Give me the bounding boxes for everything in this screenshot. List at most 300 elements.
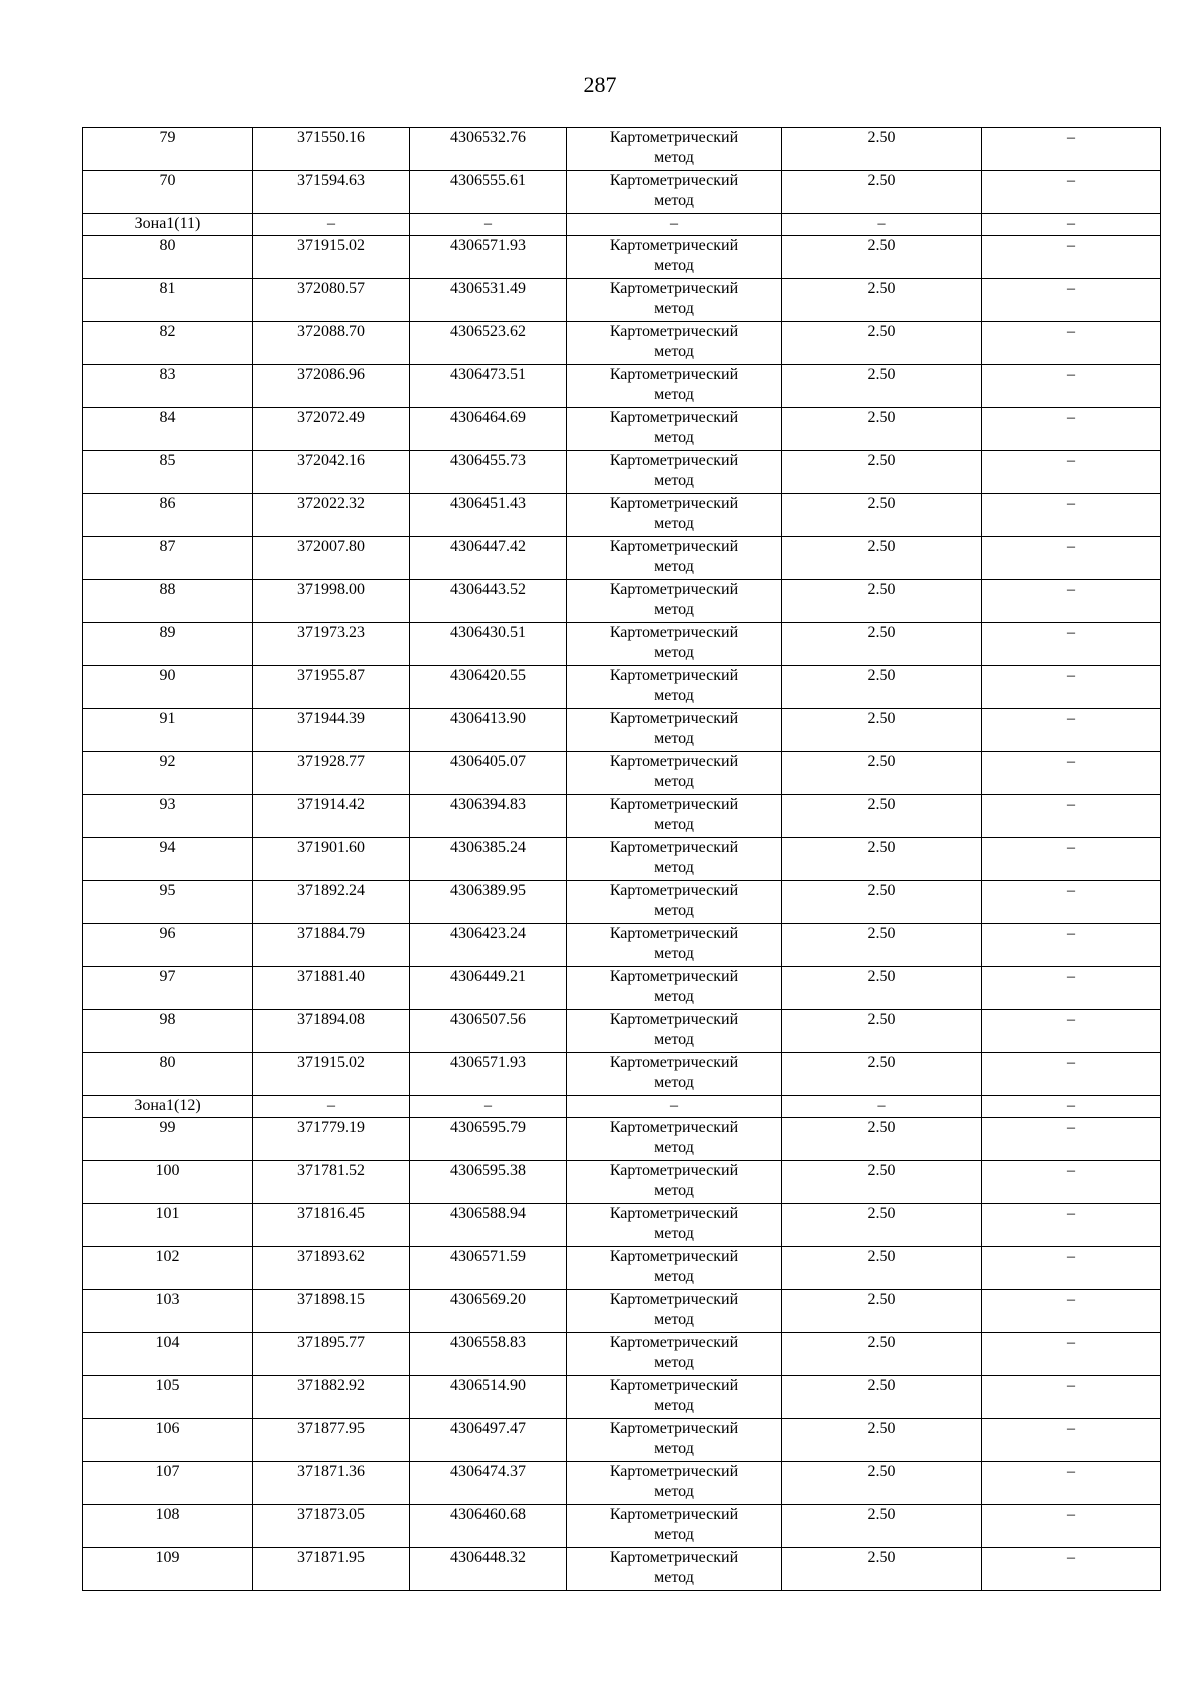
description: – xyxy=(982,924,1161,967)
coordinate-x: 372007.80 xyxy=(253,537,410,580)
method-line-1: Картометрический xyxy=(609,839,739,856)
accuracy: 2.50 xyxy=(782,494,982,537)
coordinate-y: 4306423.24 xyxy=(410,924,567,967)
method-cell xyxy=(567,322,782,365)
description: – xyxy=(982,580,1161,623)
coordinate-x: 371944.39 xyxy=(253,709,410,752)
table-row xyxy=(83,580,1161,623)
description: – xyxy=(982,623,1161,666)
accuracy: 2.50 xyxy=(782,1247,982,1290)
table-row xyxy=(83,795,1161,838)
description: – xyxy=(982,1053,1161,1096)
coordinate-x: 371892.24 xyxy=(253,881,410,924)
method-cell xyxy=(567,752,782,795)
description: – xyxy=(982,494,1161,537)
accuracy: 2.50 xyxy=(782,709,982,752)
description: – xyxy=(982,709,1161,752)
coordinate-y: 4306405.07 xyxy=(410,752,567,795)
point-number: 107 xyxy=(83,1462,253,1505)
method-line-1: Картометрический xyxy=(609,1549,739,1566)
accuracy: 2.50 xyxy=(782,1053,982,1096)
point-number: 93 xyxy=(83,795,253,838)
method-line-1: Картометрический xyxy=(609,1119,739,1136)
coordinate-y: 4306443.52 xyxy=(410,580,567,623)
coordinate-x: 371871.36 xyxy=(253,1462,410,1505)
coordinate-x: 371882.92 xyxy=(253,1376,410,1419)
method-cell xyxy=(567,1053,782,1096)
description: – xyxy=(982,1333,1161,1376)
table-row xyxy=(83,1010,1161,1053)
coordinate-x: 371895.77 xyxy=(253,1333,410,1376)
description: – xyxy=(982,795,1161,838)
method-line-1: Картометрический xyxy=(609,323,739,340)
method-line-2: метод xyxy=(654,730,694,747)
table-row xyxy=(83,128,1161,171)
method-line-2: метод xyxy=(654,816,694,833)
coordinate-x: 371816.45 xyxy=(253,1204,410,1247)
method-line-1: Картометрический xyxy=(609,1054,739,1071)
method-cell xyxy=(567,214,782,236)
accuracy: 2.50 xyxy=(782,1333,982,1376)
accuracy: 2.50 xyxy=(782,408,982,451)
coordinate-y: 4306595.38 xyxy=(410,1161,567,1204)
accuracy: 2.50 xyxy=(782,881,982,924)
method-line-2: метод xyxy=(654,429,694,446)
coordinate-x: 371550.16 xyxy=(253,128,410,171)
coordinate-x: 372022.32 xyxy=(253,494,410,537)
method-line-2: метод xyxy=(654,1139,694,1156)
coordinate-y: 4306449.21 xyxy=(410,967,567,1010)
method-cell xyxy=(567,709,782,752)
method-cell xyxy=(567,1096,782,1118)
point-number: 86 xyxy=(83,494,253,537)
table-row xyxy=(83,171,1161,214)
coordinate-x: 371915.02 xyxy=(253,236,410,279)
method-cell xyxy=(567,1204,782,1247)
description: – xyxy=(982,838,1161,881)
point-number: 80 xyxy=(83,236,253,279)
coordinate-x: 371894.08 xyxy=(253,1010,410,1053)
coordinate-y: 4306569.20 xyxy=(410,1290,567,1333)
method-line-2: метод xyxy=(654,1225,694,1242)
coordinate-x: 371955.87 xyxy=(253,666,410,709)
point-number: 106 xyxy=(83,1419,253,1462)
point-number: 98 xyxy=(83,1010,253,1053)
table-row xyxy=(83,1204,1161,1247)
coordinate-y: 4306460.68 xyxy=(410,1505,567,1548)
method-cell xyxy=(567,1376,782,1419)
description: – xyxy=(982,236,1161,279)
point-number: 92 xyxy=(83,752,253,795)
table-row xyxy=(83,1505,1161,1548)
method-line-1: Картометрический xyxy=(609,796,739,813)
description: – xyxy=(982,214,1161,236)
point-number: 100 xyxy=(83,1161,253,1204)
zone-label: Зона1(11) xyxy=(83,214,253,236)
accuracy: 2.50 xyxy=(782,322,982,365)
accuracy: 2.50 xyxy=(782,451,982,494)
method-cell xyxy=(567,838,782,881)
description: – xyxy=(982,537,1161,580)
description: – xyxy=(982,365,1161,408)
description: – xyxy=(982,1010,1161,1053)
method-cell xyxy=(567,408,782,451)
method-line-2: метод xyxy=(654,902,694,919)
accuracy: 2.50 xyxy=(782,1204,982,1247)
method-line-1: Картометрический xyxy=(609,495,739,512)
coordinate-x: 371998.00 xyxy=(253,580,410,623)
accuracy: 2.50 xyxy=(782,171,982,214)
method-cell xyxy=(567,1419,782,1462)
method-line-1: Картометрический xyxy=(609,409,739,426)
description: – xyxy=(982,1462,1161,1505)
point-number: 94 xyxy=(83,838,253,881)
coordinate-y: 4306497.47 xyxy=(410,1419,567,1462)
coordinates-table-body xyxy=(83,128,1161,1591)
point-number: 80 xyxy=(83,1053,253,1096)
coordinate-x: 372086.96 xyxy=(253,365,410,408)
point-number: 91 xyxy=(83,709,253,752)
coordinates-table xyxy=(82,127,1161,1591)
description: – xyxy=(982,451,1161,494)
method-line-2: метод xyxy=(654,515,694,532)
description: – xyxy=(982,666,1161,709)
coordinate-y: 4306523.62 xyxy=(410,322,567,365)
coordinate-y: 4306531.49 xyxy=(410,279,567,322)
description: – xyxy=(982,1204,1161,1247)
table-row xyxy=(83,1053,1161,1096)
method-cell xyxy=(567,580,782,623)
table-row xyxy=(83,752,1161,795)
coordinate-x: 371914.42 xyxy=(253,795,410,838)
table-row xyxy=(83,666,1161,709)
description: – xyxy=(982,128,1161,171)
accuracy: 2.50 xyxy=(782,1376,982,1419)
method-line-2: метод xyxy=(654,1354,694,1371)
coordinate-y: 4306473.51 xyxy=(410,365,567,408)
table-row xyxy=(83,1376,1161,1419)
method-cell xyxy=(567,1118,782,1161)
point-number: 104 xyxy=(83,1333,253,1376)
coordinate-y: 4306514.90 xyxy=(410,1376,567,1419)
method-line-2: метод xyxy=(654,558,694,575)
table-row xyxy=(83,236,1161,279)
description: – xyxy=(982,1548,1161,1591)
method-line-1: Картометрический xyxy=(609,1291,739,1308)
method-line-2: метод xyxy=(654,257,694,274)
method-line-1: Картометрический xyxy=(609,1205,739,1222)
method-line-2: метод xyxy=(654,644,694,661)
method-line-1: Картометрический xyxy=(609,1011,739,1028)
table-row xyxy=(83,365,1161,408)
method-line-2: метод xyxy=(654,1526,694,1543)
method-cell xyxy=(567,451,782,494)
method-cell xyxy=(567,128,782,171)
coordinate-x: 371915.02 xyxy=(253,1053,410,1096)
point-number: 99 xyxy=(83,1118,253,1161)
coordinate-x: 371781.52 xyxy=(253,1161,410,1204)
coordinate-y: 4306571.93 xyxy=(410,1053,567,1096)
description: – xyxy=(982,1376,1161,1419)
point-number: 101 xyxy=(83,1204,253,1247)
description: – xyxy=(982,1505,1161,1548)
method-line-1: Картометрический xyxy=(609,624,739,641)
method-line-2: метод xyxy=(654,1483,694,1500)
accuracy: 2.50 xyxy=(782,365,982,408)
table-row xyxy=(83,1419,1161,1462)
point-number: 85 xyxy=(83,451,253,494)
point-number: 109 xyxy=(83,1548,253,1591)
point-number: 90 xyxy=(83,666,253,709)
description: – xyxy=(982,881,1161,924)
coordinate-x: 371893.62 xyxy=(253,1247,410,1290)
method-line-1: Картометрический xyxy=(609,538,739,555)
method-line-2: метод xyxy=(654,687,694,704)
page-number: 287 xyxy=(583,72,617,97)
method-line-1: Картометрический xyxy=(609,1377,739,1394)
method-cell xyxy=(567,623,782,666)
accuracy: 2.50 xyxy=(782,1010,982,1053)
method-cell xyxy=(567,1462,782,1505)
accuracy: 2.50 xyxy=(782,967,982,1010)
coordinate-y: 4306451.43 xyxy=(410,494,567,537)
coordinate-x: 372088.70 xyxy=(253,322,410,365)
table-row xyxy=(83,838,1161,881)
coordinate-x: 371871.95 xyxy=(253,1548,410,1591)
method-line-1: – xyxy=(670,215,678,232)
method-line-2: метод xyxy=(654,386,694,403)
accuracy: 2.50 xyxy=(782,1505,982,1548)
coordinate-y: 4306507.56 xyxy=(410,1010,567,1053)
method-cell xyxy=(567,1161,782,1204)
method-line-2: метод xyxy=(654,192,694,209)
method-line-1: Картометрический xyxy=(609,1248,739,1265)
table-row xyxy=(83,1333,1161,1376)
description: – xyxy=(982,1096,1161,1118)
method-line-1: Картометрический xyxy=(609,366,739,383)
coordinate-y: 4306413.90 xyxy=(410,709,567,752)
method-cell xyxy=(567,924,782,967)
method-line-1: Картометрический xyxy=(609,1420,739,1437)
coordinate-x: 371594.63 xyxy=(253,171,410,214)
method-line-2: метод xyxy=(654,343,694,360)
method-line-1: Картометрический xyxy=(609,1506,739,1523)
point-number: 97 xyxy=(83,967,253,1010)
table-row xyxy=(83,709,1161,752)
point-number: 96 xyxy=(83,924,253,967)
method-line-2: метод xyxy=(654,1569,694,1586)
method-line-2: метод xyxy=(654,300,694,317)
method-line-1: Картометрический xyxy=(609,1162,739,1179)
description: – xyxy=(982,279,1161,322)
method-line-1: Картометрический xyxy=(609,129,739,146)
table-row xyxy=(83,1290,1161,1333)
point-number: 88 xyxy=(83,580,253,623)
method-line-2: метод xyxy=(654,859,694,876)
description: – xyxy=(982,1419,1161,1462)
accuracy: 2.50 xyxy=(782,236,982,279)
point-number: 89 xyxy=(83,623,253,666)
accuracy: 2.50 xyxy=(782,1419,982,1462)
coordinate-x: 371881.40 xyxy=(253,967,410,1010)
coordinate-y: 4306420.55 xyxy=(410,666,567,709)
coordinate-y: 4306394.83 xyxy=(410,795,567,838)
accuracy: 2.50 xyxy=(782,1118,982,1161)
coordinate-x: 371901.60 xyxy=(253,838,410,881)
zone-label: Зона1(12) xyxy=(83,1096,253,1118)
table-row xyxy=(83,1548,1161,1591)
method-cell xyxy=(567,1548,782,1591)
method-cell xyxy=(567,666,782,709)
point-number: 81 xyxy=(83,279,253,322)
method-line-2: метод xyxy=(654,773,694,790)
method-cell xyxy=(567,1290,782,1333)
point-number: 108 xyxy=(83,1505,253,1548)
point-number: 83 xyxy=(83,365,253,408)
table-row xyxy=(83,494,1161,537)
point-number: 87 xyxy=(83,537,253,580)
coordinate-y: 4306447.42 xyxy=(410,537,567,580)
accuracy: 2.50 xyxy=(782,580,982,623)
accuracy: 2.50 xyxy=(782,128,982,171)
method-line-1: Картометрический xyxy=(609,280,739,297)
coordinate-x: 371779.19 xyxy=(253,1118,410,1161)
coordinate-y: 4306385.24 xyxy=(410,838,567,881)
coordinate-y: 4306389.95 xyxy=(410,881,567,924)
method-line-2: метод xyxy=(654,149,694,166)
accuracy: 2.50 xyxy=(782,279,982,322)
coordinate-y: 4306555.61 xyxy=(410,171,567,214)
coordinate-y: 4306464.69 xyxy=(410,408,567,451)
point-number: 84 xyxy=(83,408,253,451)
coordinate-x: 371928.77 xyxy=(253,752,410,795)
method-line-2: метод xyxy=(654,988,694,1005)
accuracy: 2.50 xyxy=(782,666,982,709)
coordinate-x: 371898.15 xyxy=(253,1290,410,1333)
method-line-2: метод xyxy=(654,1268,694,1285)
zone-header-row xyxy=(83,1096,1161,1118)
table-row xyxy=(83,1161,1161,1204)
method-cell xyxy=(567,279,782,322)
table-row xyxy=(83,1118,1161,1161)
coordinate-y: 4306571.59 xyxy=(410,1247,567,1290)
method-line-2: метод xyxy=(654,1031,694,1048)
method-line-2: метод xyxy=(654,601,694,618)
accuracy: 2.50 xyxy=(782,537,982,580)
description: – xyxy=(982,408,1161,451)
method-cell xyxy=(567,881,782,924)
method-cell xyxy=(567,1333,782,1376)
method-cell xyxy=(567,1505,782,1548)
table-row xyxy=(83,322,1161,365)
coordinate-x: 371973.23 xyxy=(253,623,410,666)
coordinate-x: – xyxy=(253,214,410,236)
description: – xyxy=(982,752,1161,795)
accuracy: – xyxy=(782,1096,982,1118)
description: – xyxy=(982,322,1161,365)
accuracy: – xyxy=(782,214,982,236)
method-line-2: метод xyxy=(654,1074,694,1091)
method-line-2: метод xyxy=(654,1440,694,1457)
description: – xyxy=(982,967,1161,1010)
coordinate-x: 372042.16 xyxy=(253,451,410,494)
description: – xyxy=(982,1161,1161,1204)
method-line-1: Картометрический xyxy=(609,452,739,469)
method-cell xyxy=(567,494,782,537)
method-cell xyxy=(567,171,782,214)
coordinate-y: 4306532.76 xyxy=(410,128,567,171)
table-row xyxy=(83,881,1161,924)
table-row xyxy=(83,623,1161,666)
method-cell xyxy=(567,795,782,838)
table-row xyxy=(83,537,1161,580)
accuracy: 2.50 xyxy=(782,1161,982,1204)
coordinate-y: – xyxy=(410,1096,567,1118)
method-cell xyxy=(567,236,782,279)
table-row xyxy=(83,924,1161,967)
method-line-2: метод xyxy=(654,1182,694,1199)
accuracy: 2.50 xyxy=(782,795,982,838)
coordinate-y: 4306455.73 xyxy=(410,451,567,494)
coordinate-x: 372072.49 xyxy=(253,408,410,451)
coordinate-x: 371884.79 xyxy=(253,924,410,967)
method-line-1: Картометрический xyxy=(609,237,739,254)
coordinate-y: – xyxy=(410,214,567,236)
method-line-1: Картометрический xyxy=(609,667,739,684)
method-line-1: Картометрический xyxy=(609,925,739,942)
description: – xyxy=(982,1118,1161,1161)
zone-header-row xyxy=(83,214,1161,236)
coordinate-y: 4306430.51 xyxy=(410,623,567,666)
coordinate-x: – xyxy=(253,1096,410,1118)
description: – xyxy=(982,171,1161,214)
description: – xyxy=(982,1290,1161,1333)
method-line-1: Картометрический xyxy=(609,882,739,899)
method-cell xyxy=(567,967,782,1010)
coordinate-y: 4306571.93 xyxy=(410,236,567,279)
point-number: 105 xyxy=(83,1376,253,1419)
accuracy: 2.50 xyxy=(782,1462,982,1505)
accuracy: 2.50 xyxy=(782,838,982,881)
point-number: 95 xyxy=(83,881,253,924)
coordinate-y: 4306558.83 xyxy=(410,1333,567,1376)
accuracy: 2.50 xyxy=(782,1290,982,1333)
method-line-1: Картометрический xyxy=(609,753,739,770)
description: – xyxy=(982,1247,1161,1290)
accuracy: 2.50 xyxy=(782,924,982,967)
point-number: 102 xyxy=(83,1247,253,1290)
coordinate-x: 371877.95 xyxy=(253,1419,410,1462)
method-cell xyxy=(567,365,782,408)
method-line-1: Картометрический xyxy=(609,1463,739,1480)
table-row xyxy=(83,1462,1161,1505)
method-line-1: Картометрический xyxy=(609,172,739,189)
method-line-1: Картометрический xyxy=(609,1334,739,1351)
method-line-2: метод xyxy=(654,1311,694,1328)
point-number: 82 xyxy=(83,322,253,365)
method-cell xyxy=(567,1010,782,1053)
method-line-2: метод xyxy=(654,472,694,489)
table-row xyxy=(83,279,1161,322)
method-line-2: метод xyxy=(654,945,694,962)
method-cell xyxy=(567,537,782,580)
coordinate-x: 371873.05 xyxy=(253,1505,410,1548)
method-line-1: Картометрический xyxy=(609,710,739,727)
method-line-2: метод xyxy=(654,1397,694,1414)
table-row xyxy=(83,1247,1161,1290)
point-number: 79 xyxy=(83,128,253,171)
method-line-1: – xyxy=(670,1097,678,1114)
